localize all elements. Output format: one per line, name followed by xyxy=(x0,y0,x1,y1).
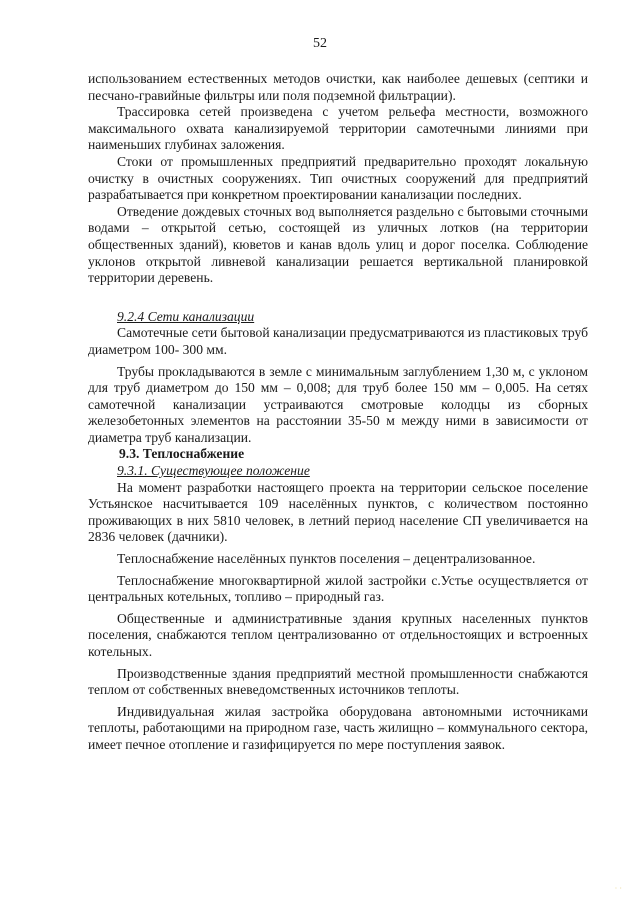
section-heading: 9.3. Теплоснабжение xyxy=(119,446,245,462)
paragraph: Отведение дождевых сточных вод выполняется раздельно с бытовыми сточными водами – открытой сетью, состоящей из уличных лотков (на территории общественных зданий), кюветов и канав вдоль улиц и дорог поселка. Соблюдение уклонов открытой ливневой канализации решается вертикальной планировкой территории деревень. xyxy=(88,203,588,286)
paragraph: Индивидуальная жилая застройка оборудована автономными источниками теплоты, работающими на природном газе, часть жилищно – коммунального сектора, имеет печное отопление и газифицируется по мере поступления заявок. xyxy=(88,703,588,752)
paragraph: Производственные здания предприятий местной промышленности снабжаются теплом от собственных вневедомственных источников теплоты. xyxy=(88,665,588,698)
paragraph: Трубы прокладываются в земле с минимальным заглублением 1,30 м, с уклоном для труб диаметром до 150 мм – 0,008; для труб более 150 мм – 0,005. На сетях самотечной канализации устраиваются смотровые колодцы из сборных железобетонных элементов на расстоянии 35-50 м между ними в зависимости от диаметра труб канализации. xyxy=(88,363,588,445)
paragraph: Трассировка сетей произведена с учетом рельефа местности, возможного максимального охвата канализируемой территории самотечными линиями при наименьших глубинах заложения. xyxy=(88,104,588,153)
scan-mark: · · xyxy=(614,884,622,893)
paragraph: Теплоснабжение населённых пунктов поселения – децентрализованное. xyxy=(117,551,536,567)
page-body xyxy=(88,71,588,754)
paragraph: использованием естественных методов очистки, как наиболее дешевых (септики и песчано-гравийные фильтры или поля подземной фильтрации). xyxy=(88,71,588,103)
subsection-heading: 9.2.4 Сети канализации xyxy=(117,308,255,324)
paragraph: Общественные и административные здания крупных населенных пунктов поселения, снабжаются теплом централизованно от отдельностоящих и встроенных котельных. xyxy=(88,610,588,659)
paragraph: На момент разработки настоящего проекта на территории сельское поселение Устьянское насчитывается 109 населённых пунктов, с количеством постоянно проживающих в них 5810 человек, в летний период население СП увеличивается на 2836 человек (дачники). xyxy=(88,479,588,545)
page-number: 52 xyxy=(313,36,327,51)
paragraph: Теплоснабжение многоквартирной жилой застройки с.Устье осуществляется от центральных котельных, топливо – природный газ. xyxy=(88,572,588,605)
paragraph: Стоки от промышленных предприятий предварительно проходят локальную очистку в очистных сооружениях. Тип очистных сооружений для предприятий разрабатывается при конкретном проектировании канализации последних. xyxy=(88,153,588,203)
paragraph: Самотечные сети бытовой канализации предусматриваются из пластиковых труб диаметром 100- 300 мм. xyxy=(88,325,588,357)
subsection-heading: 9.3.1. Существующее положение xyxy=(117,463,310,479)
